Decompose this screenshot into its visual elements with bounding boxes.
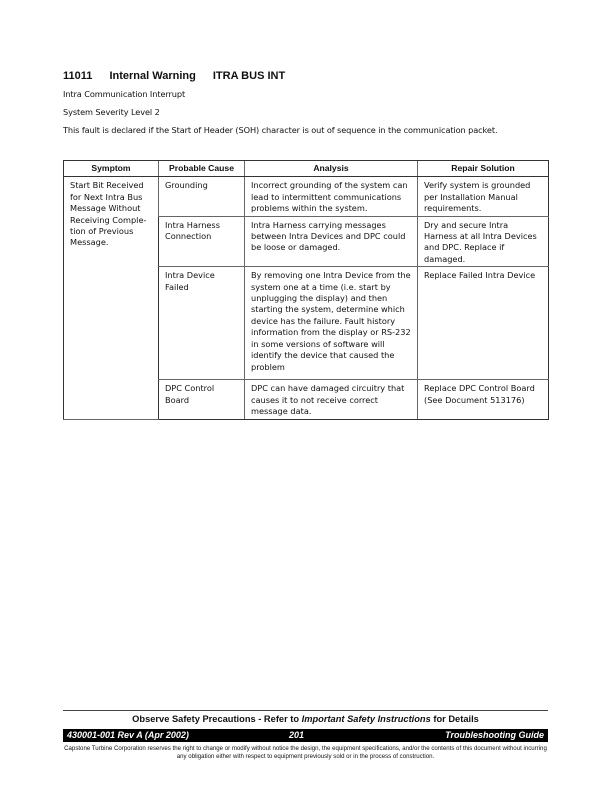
solution-cell: Replace Failed Intra Device (418, 267, 549, 380)
safety-prefix: Observe Safety Precautions - Refer to (132, 714, 302, 724)
fault-description: Intra Communication Interrupt (63, 89, 186, 99)
severity-level: System Severity Level 2 (63, 107, 160, 117)
cause-cell: Grounding (159, 177, 245, 216)
analysis-cell: Intra Harness carrying messages between Intra Devices and DPC could be loose or damaged. (245, 216, 418, 267)
solution-cell: Dry and secure Intra Harness at all Intra Devices and DPC. Replace if damaged. (418, 216, 549, 267)
symptom-cell: Start Bit Received for Next Intra Bus Message Without Receiving Comple-tion of Previous Message. (64, 177, 159, 420)
table-header-row (64, 161, 549, 177)
solution-cell: Verify system is grounded per Installation Manual requirements. (418, 177, 549, 216)
disclaimer-text: Capstone Turbine Corporation reserves the right to change or modify without notice the design, the equipment specifications, and/or the contents of this document without incurring any obligation either with respect to equipment previously sold or in the process of construction. (64, 745, 547, 760)
solution-cell: Replace DPC Control Board (See Document 513176) (418, 380, 549, 420)
header-repair-solution: Repair Solution (418, 161, 549, 177)
guide-title: Troubleshooting Guide (445, 730, 544, 740)
header-analysis: Analysis (245, 161, 418, 177)
safety-suffix: for Details (430, 714, 479, 724)
safety-emphasis: Important Safety Instructions (301, 714, 431, 724)
fault-heading (63, 70, 285, 82)
cause-cell: Intra Harness Connection (159, 216, 245, 267)
analysis-cell: Incorrect grounding of the system can lead to intermittent communications problems within the system. (245, 177, 418, 216)
table-row (64, 177, 549, 216)
fault-code: 11011 (63, 70, 93, 82)
header-probable-cause: Probable Cause (159, 161, 245, 177)
footer-bar (63, 729, 548, 742)
safety-notice (63, 714, 548, 724)
analysis-cell: DPC can have damaged circuitry that causes it to not receive correct message data. (245, 380, 418, 420)
cause-cell: Intra Device Failed (159, 267, 245, 380)
document-number: 430001-001 Rev A (Apr 2002) (67, 730, 189, 740)
analysis-cell: By removing one Intra Device from the system one at a time (i.e. start by unplugging the display) and then starting the system, determine which device has the failure. Fault history information from the display or RS-232 in some versions of software will identify the device that caused the problem (245, 267, 418, 380)
fault-explanation: This fault is declared if the Start of Header (SOH) character is out of sequence in the communication packet. (63, 125, 498, 135)
fault-type: Internal Warning (109, 70, 196, 82)
fault-name: ITRA BUS INT (212, 70, 286, 82)
header-symptom: Symptom (64, 161, 159, 177)
cause-cell: DPC Control Board (159, 380, 245, 420)
footer-divider (63, 710, 548, 711)
troubleshooting-table (63, 160, 549, 420)
page-number: 201 (289, 730, 305, 740)
